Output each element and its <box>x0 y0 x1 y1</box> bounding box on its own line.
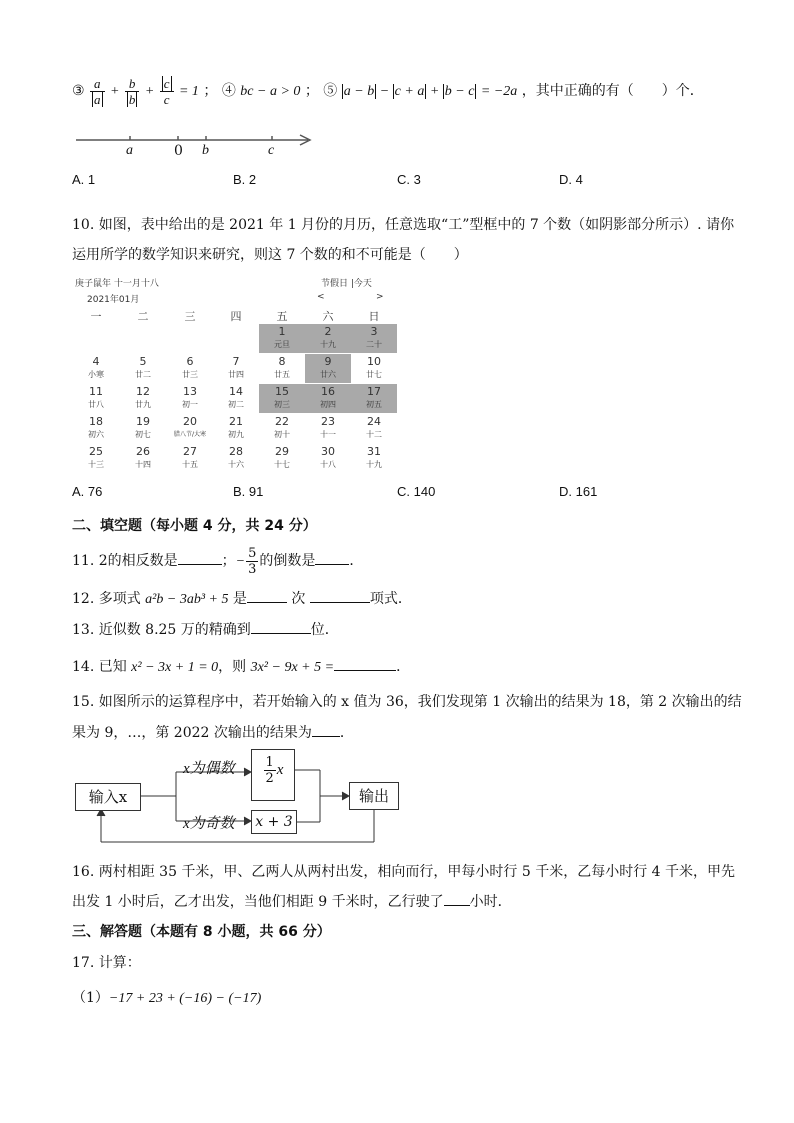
calendar-holiday-header[interactable]: 节假日 |今天 <box>321 279 372 289</box>
calendar-weekday: 六 <box>322 310 334 323</box>
calendar-lunar-label: 十一 <box>320 430 336 439</box>
calendar-day-cell[interactable] <box>305 414 351 443</box>
q11-blank-1[interactable] <box>178 550 222 565</box>
calendar-lunar-label: 廿八 <box>88 400 104 409</box>
q12-text-c: 次 <box>286 591 310 607</box>
q9-plus-1: + <box>109 84 120 99</box>
calendar-lunar-label: 初五 <box>366 400 382 409</box>
calendar-day-cell[interactable] <box>167 444 213 473</box>
q11-fraction <box>246 547 258 576</box>
q13 <box>72 619 339 639</box>
calendar-day-cell[interactable] <box>167 354 213 383</box>
calendar-day-number: 13 <box>183 385 197 398</box>
q16-line2-end: 小时． <box>469 894 512 910</box>
calendar-day-number: 15 <box>275 385 289 398</box>
calendar-day-number: 28 <box>229 445 243 458</box>
calendar-lunar-label: 初一 <box>182 400 198 409</box>
calendar-lunar-label: 十九 <box>366 460 382 469</box>
calendar-lunar-label: 腊八节/大寒 <box>173 431 207 438</box>
calendar-day-number: 25 <box>89 445 103 458</box>
q15-line2-end: ． <box>339 725 354 741</box>
q12 <box>72 588 412 608</box>
q13-text-a: 13. 近似数 8.25 万的精确到 <box>72 622 251 638</box>
calendar-lunar-label: 初二 <box>228 400 244 409</box>
calendar-day-cell[interactable] <box>259 444 305 473</box>
calendar-day-cell[interactable] <box>259 324 305 353</box>
calendar-lunar-label: 元旦 <box>274 340 290 349</box>
calendar-day-number: 19 <box>136 415 150 428</box>
q10-line2: 运用所学的数学知识来研究，则这 7 个数的和不可能是（ ） <box>72 247 468 263</box>
calendar-month: 2021年01月 <box>87 295 140 305</box>
calendar-lunar-label: 十五 <box>182 460 198 469</box>
q9-item5-label: ⑤ <box>323 83 338 99</box>
flow-half-num: 1 <box>265 755 274 770</box>
calendar-weekday: 日 <box>368 310 380 323</box>
q10-option-c[interactable]: C. 140 <box>397 484 436 499</box>
calendar-day-number: 23 <box>321 415 335 428</box>
calendar-day-number: 12 <box>136 385 150 398</box>
q9-items-line <box>72 74 704 108</box>
calendar-weekday: 四 <box>230 310 242 323</box>
calendar-day-number: 20 <box>183 415 197 428</box>
q14-text-a: 14. 已知 <box>72 659 132 675</box>
q14-condition: x² − 3x + 1 = 0 <box>131 660 219 675</box>
q9-option-d[interactable]: D. 4 <box>559 172 583 187</box>
q10-option-d[interactable]: D. 161 <box>559 484 598 499</box>
flow-half-fraction <box>264 756 276 785</box>
q11-text-d: ． <box>349 553 364 569</box>
q15-line2 <box>72 722 354 742</box>
calendar-lunar-label: 廿九 <box>135 400 151 409</box>
calendar-lunar-label: 廿六 <box>320 370 336 379</box>
q17-part1 <box>72 987 261 1007</box>
q11-frac-den: 3 <box>248 561 257 577</box>
calendar-lunar-label: 廿三 <box>182 370 198 379</box>
calendar-day-cell[interactable] <box>305 444 351 473</box>
q9-frac-c: $\frac{c}{c}$ <box>160 77 174 106</box>
q16-blank[interactable] <box>444 891 470 906</box>
q12-blank-1[interactable] <box>247 588 287 603</box>
calendar-day-cell[interactable] <box>259 384 305 413</box>
calendar-lunar-label: 廿五 <box>274 370 290 379</box>
calendar-day-number: 3 <box>370 325 378 338</box>
calendar-lunar-label: 初六 <box>88 430 104 439</box>
q12-text-d: 项式． <box>369 591 412 607</box>
q9-item3-sep: ； <box>203 83 218 99</box>
calendar-day-cell[interactable] <box>213 384 259 413</box>
arrow-output-icon <box>342 792 349 800</box>
q17-part1-expr: −17 + 23 + (−16) − (−17) <box>108 991 262 1006</box>
q9-item4-sep: ； <box>304 83 319 99</box>
number-line-label-c: c <box>268 143 275 158</box>
flow-output-label: 输出 <box>358 787 389 805</box>
q15-blank[interactable] <box>312 722 340 737</box>
calendar-next-icon[interactable]: > <box>376 292 384 302</box>
calendar-day-number: 6 <box>186 355 194 368</box>
q12-text-b: 是 <box>228 591 247 607</box>
calendar-prev-icon[interactable]: < <box>317 292 325 302</box>
q13-blank[interactable] <box>251 619 311 634</box>
calendar-lunar-label: 十四 <box>135 460 151 469</box>
calendar-day-cell[interactable] <box>259 414 305 443</box>
calendar-day-number: 7 <box>232 355 240 368</box>
flow-plus3-box <box>251 810 297 834</box>
calendar-day-number: 2 <box>324 325 332 338</box>
calendar-lunar-label: 十二 <box>366 430 382 439</box>
flow-odd-label: x为奇数 <box>183 816 235 832</box>
calendar-lunar-label: 廿四 <box>228 370 244 379</box>
q14-text-c: ． <box>396 659 411 675</box>
calendar-day-cell[interactable] <box>351 384 397 413</box>
q9-item5-tail: ，其中正确的有（ ）个． <box>521 83 704 99</box>
q10-option-a[interactable]: A. 76 <box>72 484 103 499</box>
calendar-day-number: 29 <box>275 445 289 458</box>
flow-input-label: 输入x <box>88 788 128 806</box>
calendar-weekday: 三 <box>184 310 196 323</box>
q9-eq-1: = 1 <box>178 84 199 99</box>
calendar-lunar-label: 十九 <box>320 340 336 349</box>
flow-input-box <box>75 783 141 811</box>
calendar-day-number: 24 <box>367 415 381 428</box>
calendar-day-cell[interactable] <box>73 384 119 413</box>
calendar-weekday: 五 <box>276 310 288 323</box>
flow-even-label: x为偶数 <box>183 761 235 777</box>
q9-item5-expr: a − b − c + a + b − c <box>343 84 475 99</box>
calendar-day-number: 26 <box>136 445 150 458</box>
q12-text-a: 12. 多项式 <box>72 591 146 607</box>
calendar-day-cell[interactable] <box>213 354 259 383</box>
q16-line2 <box>72 891 512 911</box>
calendar-day-number: 14 <box>229 385 243 398</box>
calendar-day-number: 10 <box>367 355 381 368</box>
q9-frac-b: $\frac{b}{b}$ <box>125 77 140 106</box>
calendar-day-number: 30 <box>321 445 335 458</box>
q15-line1: 15. 如图所示的运算程序中，若开始输入的 x 值为 36，我们发现第 1 次输出的结果为 18，第 2 次输出的结 <box>72 694 742 710</box>
calendar-day-cell[interactable] <box>120 444 166 473</box>
calendar-lunar-label: 十八 <box>320 460 336 469</box>
q10-option-b[interactable]: B. 91 <box>233 484 264 499</box>
q11-frac-num: 5 <box>248 545 257 561</box>
q14-expr: 3x² − 9x + 5 = <box>250 660 335 675</box>
number-line-label-b: b <box>202 143 209 158</box>
arrow-odd-icon <box>244 817 251 825</box>
q15-line2-text: 果为 9，…，第 2022 次输出的结果为 <box>72 725 312 741</box>
q13-text-b: 位． <box>310 622 339 638</box>
calendar-lunar-label: 初九 <box>228 430 244 439</box>
q12-expr: a²b − 3ab³ + 5 <box>145 592 229 607</box>
calendar-lunar-label: 十六 <box>228 460 244 469</box>
calendar-day-number: 21 <box>229 415 243 428</box>
q11 <box>72 544 363 578</box>
calendar-lunar-label: 初四 <box>320 400 336 409</box>
calendar-day-number: 31 <box>367 445 381 458</box>
calendar-day-number: 11 <box>89 385 103 398</box>
q9-item4-label: ④ <box>221 83 236 99</box>
q9-frac-a: $\frac{a}{a}$ <box>90 77 105 106</box>
number-line-label-a: a <box>126 143 133 158</box>
q14-text-b: ，则 <box>218 659 251 675</box>
q11-text-b: ； <box>221 553 236 569</box>
q11-text-a: 11. 2的相反数是 <box>72 553 178 569</box>
calendar-day-number: 17 <box>367 385 381 398</box>
calendar-lunar-label: 小寒 <box>88 370 104 379</box>
flow-output-box <box>349 782 399 810</box>
calendar-day-cell[interactable] <box>73 414 119 443</box>
calendar <box>73 272 403 470</box>
calendar-lunar-label: 十七 <box>274 460 290 469</box>
flow-plus3-label: x + 3 <box>255 814 293 830</box>
calendar-day-cell[interactable] <box>351 354 397 383</box>
calendar-day-number: 1 <box>278 325 286 338</box>
q14-blank[interactable] <box>334 656 396 671</box>
calendar-lunar-label: 廿七 <box>366 370 382 379</box>
calendar-weekday: 二 <box>137 310 149 323</box>
calendar-day-number: 5 <box>139 355 147 368</box>
calendar-day-cell[interactable] <box>167 384 213 413</box>
calendar-day-number: 27 <box>183 445 197 458</box>
q14 <box>72 656 410 676</box>
calendar-day-number: 4 <box>92 355 100 368</box>
calendar-day-cell[interactable] <box>120 384 166 413</box>
q9-plus-2: + <box>144 84 155 99</box>
q9-item4-expr: bc − a > 0 <box>240 84 301 99</box>
calendar-day-cell[interactable] <box>351 324 397 353</box>
q10-line1: 10. 如图，表中给出的是 2021 年 1 月份的月历，任意选取“工”型框中的 7 个数（如阴影部分所示）. 请你 <box>72 217 735 233</box>
calendar-day-cell[interactable] <box>213 444 259 473</box>
flow-half-box <box>251 749 295 801</box>
arrow-even-icon <box>244 768 251 776</box>
calendar-lunar-header: 庚子鼠年 十一月十八 <box>75 279 159 289</box>
calendar-day-cell[interactable] <box>73 444 119 473</box>
q9-item3-label: ③ <box>72 83 85 99</box>
section-3-heading: 三、解答题（本题有 8 小题，共 66 分） <box>72 924 331 940</box>
q16-line2-text: 出发 1 小时后，乙才出发，当他们相距 9 千米时，乙行驶了 <box>72 894 444 910</box>
q11-minus: − <box>235 554 246 569</box>
calendar-day-cell[interactable] <box>305 354 351 383</box>
calendar-lunar-label: 十三 <box>88 460 104 469</box>
flow-half-var: x <box>276 762 284 778</box>
calendar-day-cell[interactable] <box>305 384 351 413</box>
calendar-lunar-label: 二十 <box>366 340 382 349</box>
calendar-day-number: 18 <box>89 415 103 428</box>
section-2-heading: 二、填空题（每小题 4 分，共 24 分） <box>72 518 317 534</box>
q9-number-line <box>72 126 322 162</box>
calendar-day-number: 22 <box>275 415 289 428</box>
calendar-day-cell[interactable] <box>167 414 213 443</box>
q17-part1-label: （1） <box>72 990 109 1006</box>
q9-option-a[interactable]: A. 1 <box>72 172 96 187</box>
calendar-day-cell[interactable] <box>120 414 166 443</box>
q12-blank-2[interactable] <box>310 588 370 603</box>
q11-text-c: 的倒数是 <box>259 553 316 569</box>
calendar-day-cell[interactable] <box>73 354 119 383</box>
q17-title: 17. 计算： <box>72 955 141 971</box>
q9-option-c[interactable]: C. 3 <box>397 172 421 187</box>
calendar-lunar-label: 初十 <box>274 430 290 439</box>
calendar-day-cell[interactable] <box>213 414 259 443</box>
calendar-day-number: 16 <box>321 385 335 398</box>
q11-blank-2[interactable] <box>315 550 349 565</box>
calendar-day-cell[interactable] <box>120 354 166 383</box>
q9-option-b[interactable]: B. 2 <box>233 172 257 187</box>
calendar-day-number: 8 <box>278 355 286 368</box>
calendar-lunar-label: 初七 <box>135 430 151 439</box>
calendar-lunar-label: 初三 <box>274 400 290 409</box>
calendar-weekday: 一 <box>90 310 102 323</box>
calendar-day-cell[interactable] <box>351 414 397 443</box>
q16-line1: 16. 两村相距 35 千米，甲、乙两人从两村出发，相向而行，甲每小时行 5 千米，乙每小时行 4 千米，甲先 <box>72 864 736 880</box>
number-line-label-0: 0 <box>174 143 183 159</box>
calendar-day-cell[interactable] <box>305 324 351 353</box>
calendar-lunar-label: 廿二 <box>135 370 151 379</box>
calendar-day-number: 9 <box>324 355 332 368</box>
calendar-day-cell[interactable] <box>259 354 305 383</box>
calendar-day-cell[interactable] <box>351 444 397 473</box>
flow-half-den: 2 <box>265 771 274 786</box>
q9-item5-rhs: = −2a <box>480 84 518 99</box>
